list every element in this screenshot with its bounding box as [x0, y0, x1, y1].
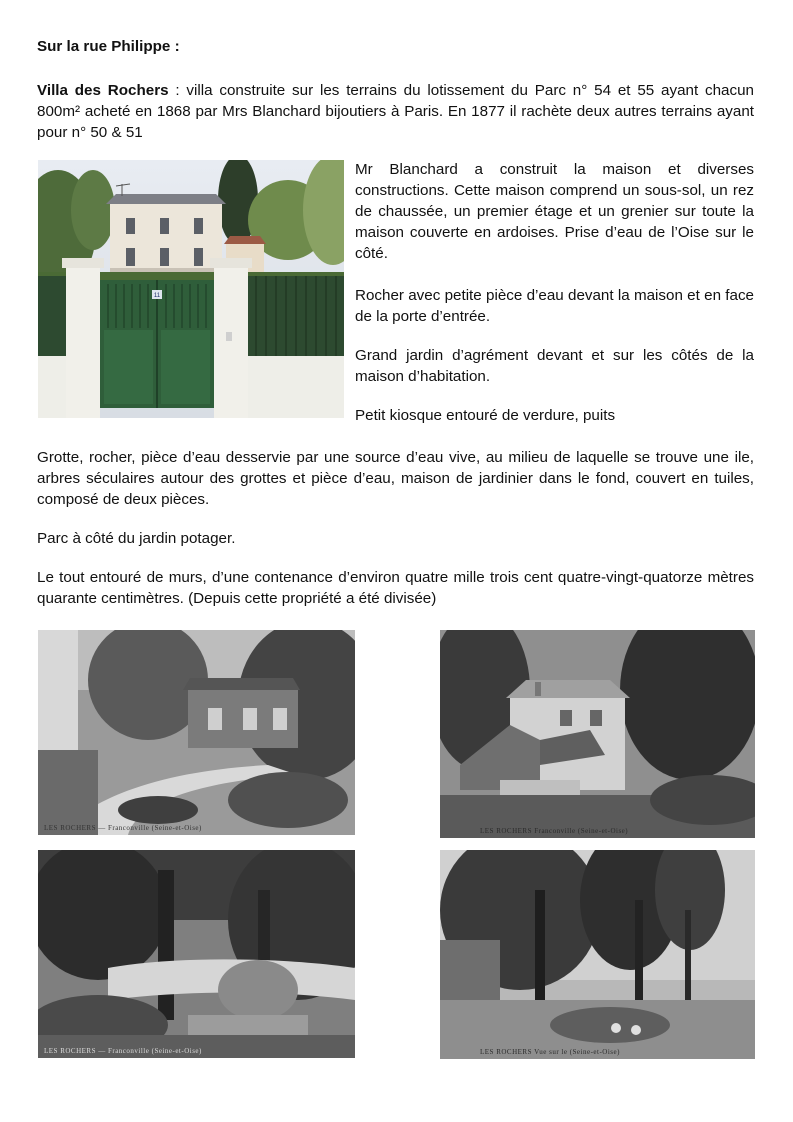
intro-paragraph [37, 80, 754, 143]
postcard-garden-house [38, 630, 355, 835]
section-heading: Sur la rue Philippe : [37, 38, 180, 55]
postcard-gardener-house [440, 630, 755, 838]
house-number: 11 [153, 293, 161, 299]
paragraph-jardin: Grand jardin d’agrément devant et sur les côtés de la maison d’habitation. [355, 347, 754, 385]
postcard-pond [38, 850, 355, 1058]
postcard-caption-2: LES ROCHERS Franconville (Seine-et-Oise) [480, 827, 629, 835]
villa-name: Villa des Rochers [37, 82, 169, 99]
postcard-caption-4: LES ROCHERS Vue sur le (Seine-et-Oise) [480, 1048, 620, 1056]
postcard-park [440, 850, 755, 1059]
intro-text: : villa construite sur les terrains du lotissement du Parc n° 54 et 55 ayant chacun 800m² acheté en 1868 par Mrs Blanchard bijoutiers à Paris. En 1877 il rachète deux autres terrains ayant pour n° 50 & 51 [37, 82, 754, 141]
paragraph-kiosque: Petit kiosque entouré de verdure, puits [355, 407, 616, 424]
paragraph-rocher: Rocher avec petite pièce d’eau devant la maison et en face de la porte d’entrée. [355, 287, 754, 325]
postcard-caption-1: LES ROCHERS — Franconville (Seine-et-Oise) [44, 824, 202, 832]
villa-gate-photo [38, 160, 344, 418]
paragraph-murs: Le tout entouré de murs, d’une contenance d’environ quatre mille trois cent quatre-vingt-quatorze mètres quarante centimètres. (Depuis cette propriété a été divisée) [37, 569, 754, 607]
paragraph-construction: Mr Blanchard a construit la maison et diverses constructions. Cette maison comprend un sous-sol, un rez de chaussée, un premier étage et un grenier sur toute la maison couverte en ardoises. Prise d’eau de l’Oise sur le côté. [355, 161, 754, 262]
paragraph-parc: Parc à côté du jardin potager. [37, 530, 236, 547]
paragraph-grotte: Grotte, rocher, pièce d’eau desservie par une source d’eau vive, au milieu de laquelle se trouve une ile, arbres séculaires autour des grottes et pièce d’eau, maison de jardinier dans le fond, couvert en tuiles, composé de deux pièces. [37, 449, 754, 508]
postcard-caption-3: LES ROCHERS — Franconville (Seine-et-Oise) [44, 1047, 202, 1055]
